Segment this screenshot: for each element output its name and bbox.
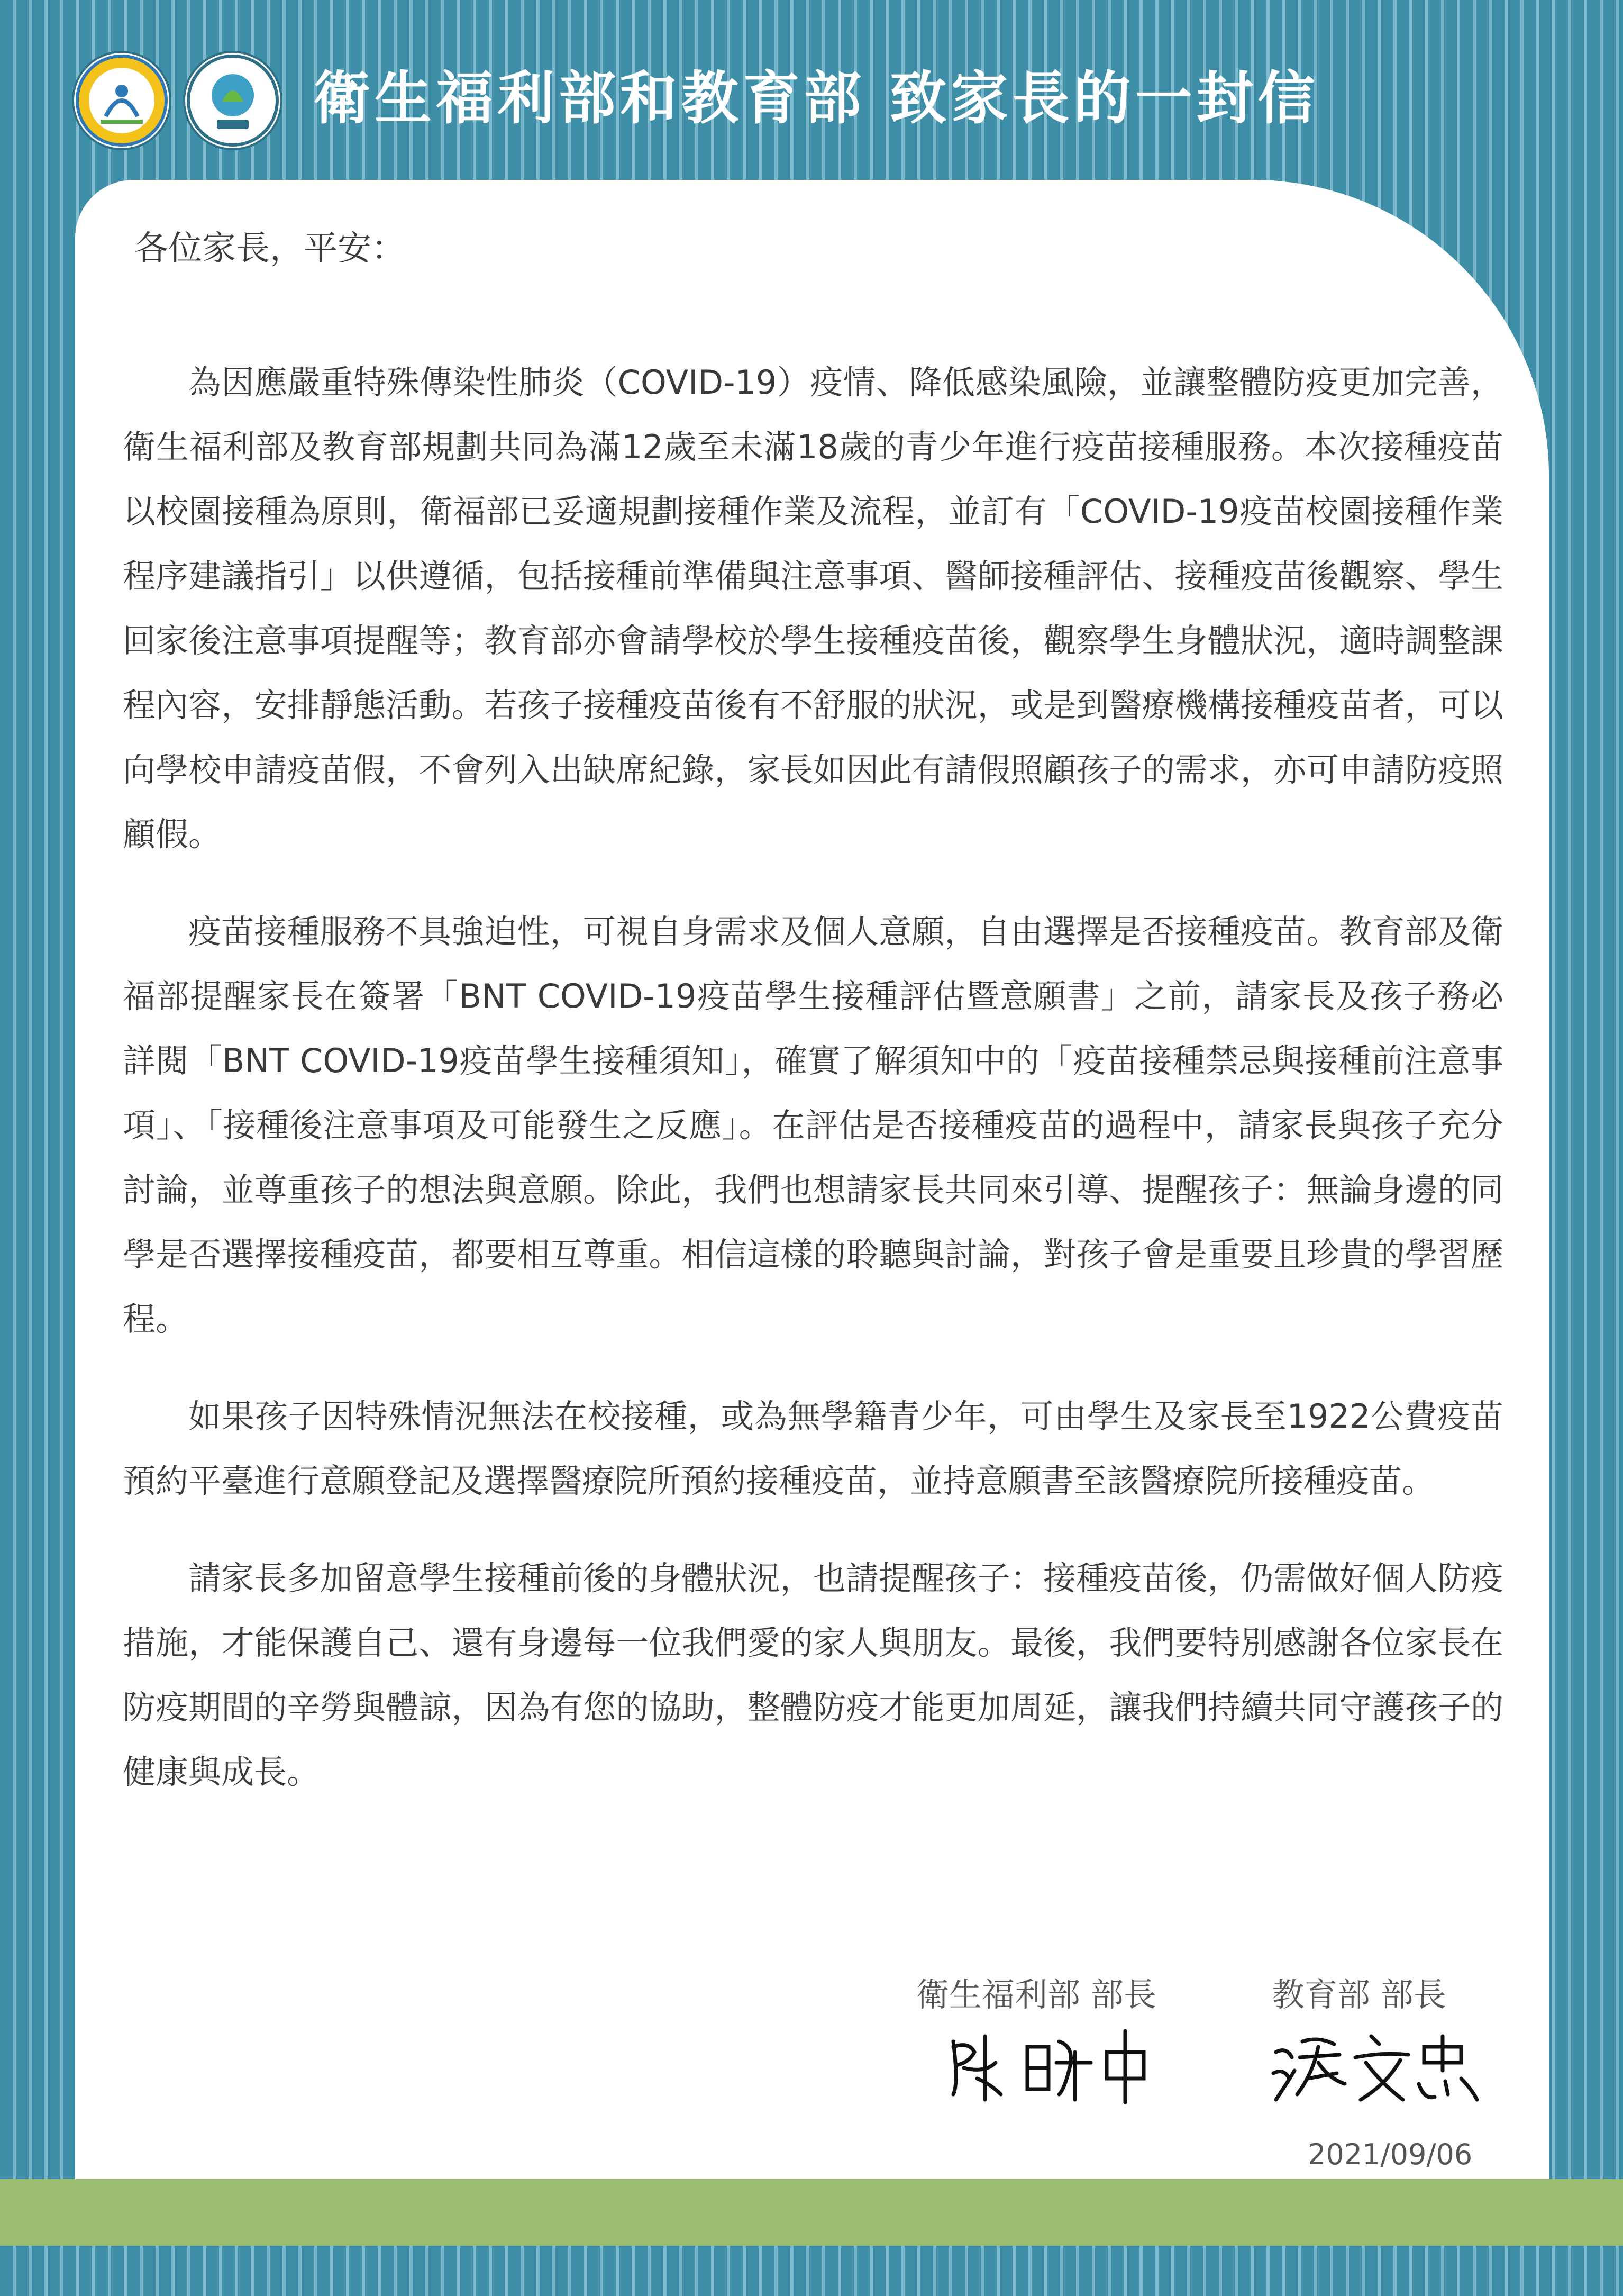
paragraph-3: 如果孩子因特殊情況無法在校接種，或為無學籍青少年，可由學生及家長至1922公費疫苗預約平臺進行意願登記及選擇醫療院所預約接種疫苗，並持意願書至該醫療院所接種疫苗。 — [123, 1397, 1503, 1500]
moe-logo — [185, 53, 280, 148]
greeting: 各位家長，平安： — [134, 229, 405, 268]
moe-minister-title: 教育部 部長 — [1272, 1975, 1446, 2014]
moe-signature — [1265, 2020, 1488, 2107]
letter-body — [123, 350, 1503, 1837]
letter-date: 2021/09/06 — [1308, 2138, 1473, 2171]
footer-band — [0, 2179, 1623, 2246]
mohw-signature — [937, 2020, 1160, 2107]
mohw-logo — [74, 53, 169, 148]
page-title: 衛生福利部和教育部 致家長的一封信 — [313, 66, 1319, 132]
paragraph-2: 疫苗接種服務不具強迫性，可視自身需求及個人意願，自由選擇是否接種疫苗。教育部及衛福部提醒家長在簽署「BNT COVID-19疫苗學生接種評估暨意願書」之前，請家長及孩子務必詳閱「BNT COVID-19疫苗學生接種須知」，確實了解須知中的「疫苗接種禁忌與接種前注意事項」、「接種後注意事項及可能發生之反應」。在評估是否接種疫苗的過程中，請家長與孩子充分討論，並尊重孩子的想法與意願。除此，我們也想請家長共同來引導、提醒孩子：無論身邊的同學是否選擇接種疫苗，都要相互尊重。相信這樣的聆聽與討論，對孩子會是重要且珍貴的學習歷程。 — [123, 912, 1503, 1338]
paragraph-4: 請家長多加留意學生接種前後的身體狀況，也請提醒孩子：接種疫苗後，仍需做好個人防疫措施，才能保護自己、還有身邊每一位我們愛的家人與朋友。最後，我們要特別感謝各位家長在防疫期間的辛勞與體諒，因為有您的協助，整體防疫才能更加周延，讓我們持續共同守護孩子的健康與成長。 — [123, 1559, 1503, 1791]
mohw-minister-title: 衛生福利部 部長 — [916, 1975, 1156, 2014]
paragraph-1: 為因應嚴重特殊傳染性肺炎（COVID-19）疫情、降低感染風險，並讓整體防疫更加完善，衛生福利部及教育部規劃共同為滿12歲至未滿18歲的青少年進行疫苗接種服務。本次接種疫苗以校園接種為原則，衛福部已妥適規劃接種作業及流程，並訂有「COVID-19疫苗校園接種作業程序建議指引」以供遵循，包括接種前準備與注意事項、醫師接種評估、接種疫苗後觀察、學生回家後注意事項提醒等；教育部亦會請學校於學生接種疫苗後，觀察學生身體狀況，適時調整課程內容，安排靜態活動。若孩子接種疫苗後有不舒服的狀況，或是到醫療機構接種疫苗者，可以向學校申請疫苗假，不會列入出缺席紀錄，家長如因此有請假照顧孩子的需求，亦可申請防疫照顧假。 — [123, 363, 1503, 854]
header — [0, 0, 1623, 180]
letter-paper — [75, 180, 1549, 2180]
